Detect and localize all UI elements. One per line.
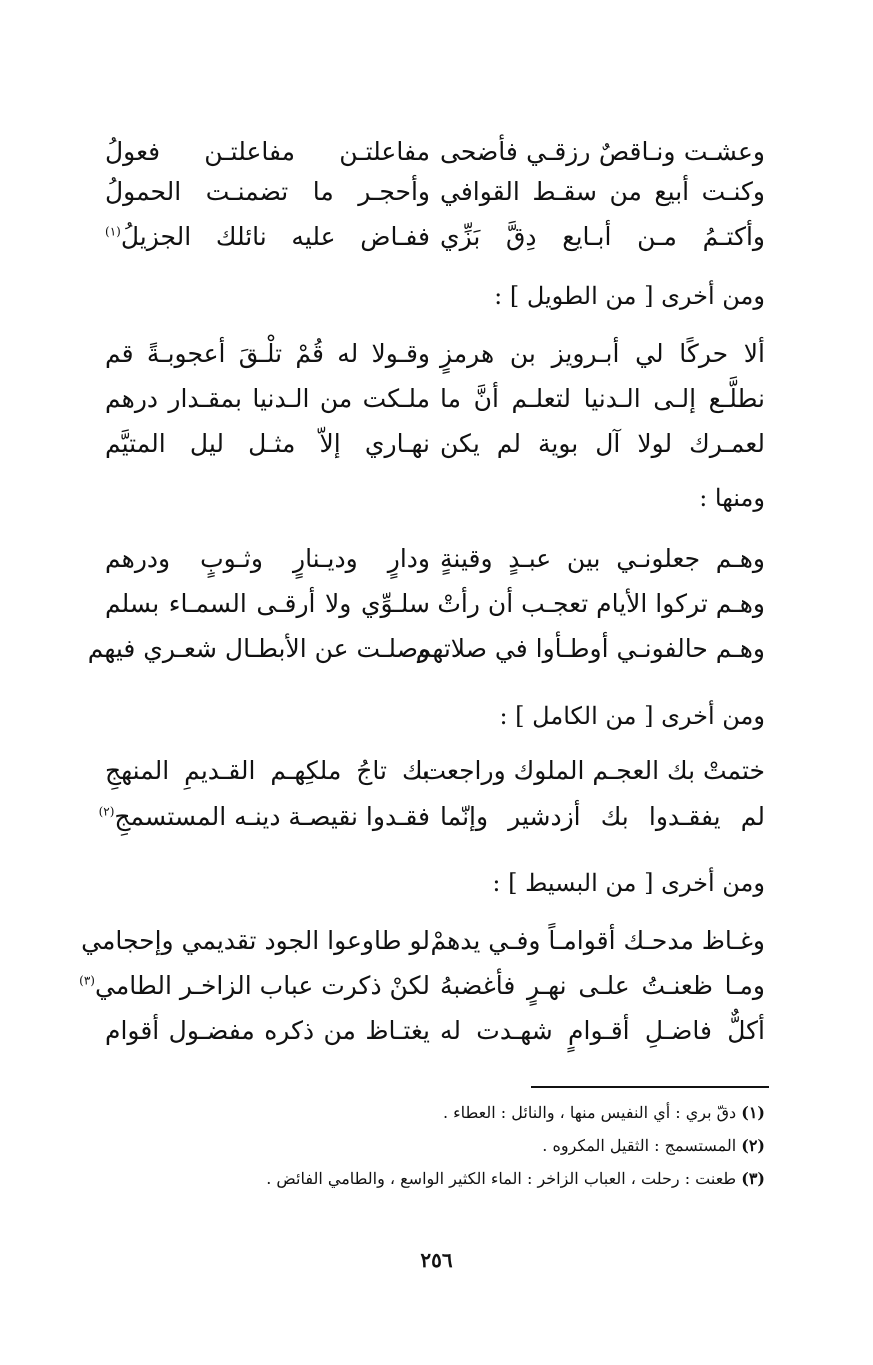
verse-first-hemistich: لم يفقـدوا بك أزدشير وإنّما	[440, 802, 765, 831]
verse-first-hemistich: وعشـت ونـاقصٌ رزقـي فأضحى	[440, 137, 765, 166]
verse-second-hemistich	[105, 331, 430, 377]
verse-line	[79, 963, 765, 1009]
verse-line	[81, 918, 765, 964]
footnote-number: (٢)	[741, 1136, 765, 1155]
hemistich-text: وقـولا له قُمْ تلْـقَ أعجوبـةً قم	[105, 339, 430, 368]
verse-first-hemistich: أكلٌّ فاضـلِ أقـوامٍ شهـدت له	[440, 1016, 765, 1045]
verse-line	[105, 169, 765, 215]
footnote-text: دقّ بري : أي النفيس منها ، والنائل : العطاء .	[442, 1103, 737, 1122]
footnote-text: المستسمج : الثقيل المكروه .	[542, 1136, 737, 1155]
verse-first-hemistich: وهـم حالفونـي أوطـأوا في صلاتهم	[415, 634, 765, 663]
hemistich-text: ملـكت من الـدنيا بمقـدار درهم	[105, 384, 430, 413]
section-heading: ومنها :	[699, 484, 765, 512]
hemistich-text: ففـاض عليه نائلك الجزيلُ	[120, 222, 430, 251]
verse-second-hemistich	[105, 581, 430, 627]
hemistich-text: ودارٍ وديـنارٍ وثـوبٍ ودرهم	[105, 544, 430, 573]
verse-second-hemistich	[79, 963, 430, 1009]
hemistich-text: يغتـاظ من ذكره مفضـول أقوام	[105, 1016, 430, 1045]
verse-second-hemistich	[105, 376, 430, 422]
verse-line	[105, 376, 765, 422]
verse-line	[87, 626, 765, 672]
footnote	[105, 1098, 765, 1128]
page-number: ٢٥٦	[420, 1248, 453, 1272]
verse-second-hemistich	[87, 626, 430, 672]
verse-second-hemistich	[105, 214, 430, 260]
verse-first-hemistich: وهـم تركوا الأيام تعجـب أن رأتْ	[437, 589, 765, 618]
hemistich-text: سلـوِّي ولا أرقـى السمـاء بسلم	[105, 589, 430, 618]
hemistich-text: لكنْ ذكرت عباب الزاخـر الطامي	[94, 971, 430, 1000]
verse-first-hemistich: لعمـرك لولا آل بوية لم يكن	[440, 429, 765, 458]
footnote-divider	[531, 1086, 769, 1088]
section-heading: ومن أخرى [ من البسيط ] :	[492, 869, 765, 897]
hemistich-text: مفاعلتـن مفاعلتـن فعولُ	[105, 137, 430, 166]
verse-line	[105, 748, 765, 794]
verse-first-hemistich: وهـم جعلونـي بين عبـدٍ وقينةٍ	[440, 544, 765, 573]
footnote	[105, 1131, 765, 1161]
verse-line	[98, 794, 765, 840]
hemistich-text: بك تاجُ ملكِهـم القـديمِ المنهجِ	[105, 756, 430, 785]
verse-second-hemistich	[105, 748, 430, 794]
verse-first-hemistich: ومـا ظعنـتُ علـى نهـرٍ فأغضبهُ	[440, 971, 765, 1000]
verse-first-hemistich: وغـاظ مدحـك أقوامـاً وفـي يدهمْ	[430, 926, 765, 955]
footnote	[105, 1164, 765, 1194]
verse-first-hemistich: وأكتـمُ مـن أبـايع دِقَّ بَزِّي	[440, 222, 765, 251]
verse-line	[105, 1008, 765, 1054]
footnote-number: (١)	[741, 1103, 765, 1122]
verse-second-hemistich	[81, 918, 430, 964]
verse-line	[105, 536, 765, 582]
footnote-number: (٣)	[741, 1169, 765, 1188]
verse-line	[105, 214, 765, 260]
verse-first-hemistich: ألا حركًا لي أبـرويز بن هرمزٍ	[440, 339, 765, 368]
verse-first-hemistich: وكنـت أبيع من سقـط القوافي	[440, 177, 765, 206]
hemistich-text: وصلـت عن الأبطـال شعـري فيهم	[87, 634, 430, 663]
section-heading: ومن أخرى [ من الطويل ] :	[494, 282, 765, 310]
verse-line	[105, 331, 765, 377]
verse-second-hemistich	[105, 1008, 430, 1054]
hemistich-text: فقـدوا نقيصـة دينـه المستسمجِ	[114, 802, 430, 831]
section-heading: ومن أخرى [ من الكامل ] :	[499, 702, 765, 730]
footnote-text: طعنت : رحلت ، العباب الزاخر : الماء الكثير الواسع ، والطامي الفائض .	[266, 1169, 737, 1188]
verse-first-hemistich: نطلَّـع إلـى الـدنيا لتعلـم أنَّ ما	[440, 384, 765, 413]
hemistich-text: نهـاري إلاّ مثـل ليل المتيَّم	[105, 429, 430, 458]
hemistich-text: لو طاوعوا الجود تقديمي وإحجامي	[81, 926, 430, 955]
verse-first-hemistich: ختمتْ بك العجـم الملوك وراجعت	[422, 756, 765, 785]
verse-second-hemistich	[98, 794, 430, 840]
verse-line	[105, 421, 765, 467]
verse-second-hemistich	[105, 536, 430, 582]
footnote-marker: (٢)	[98, 804, 115, 819]
hemistich-text: وأحجـر ما تضمنـت الحمولُ	[105, 177, 430, 206]
verse-line	[105, 581, 765, 627]
verse-second-hemistich	[105, 421, 430, 467]
verse-second-hemistich	[105, 169, 430, 215]
footnote-marker: (١)	[105, 224, 121, 239]
footnote-marker: (٣)	[79, 973, 95, 988]
